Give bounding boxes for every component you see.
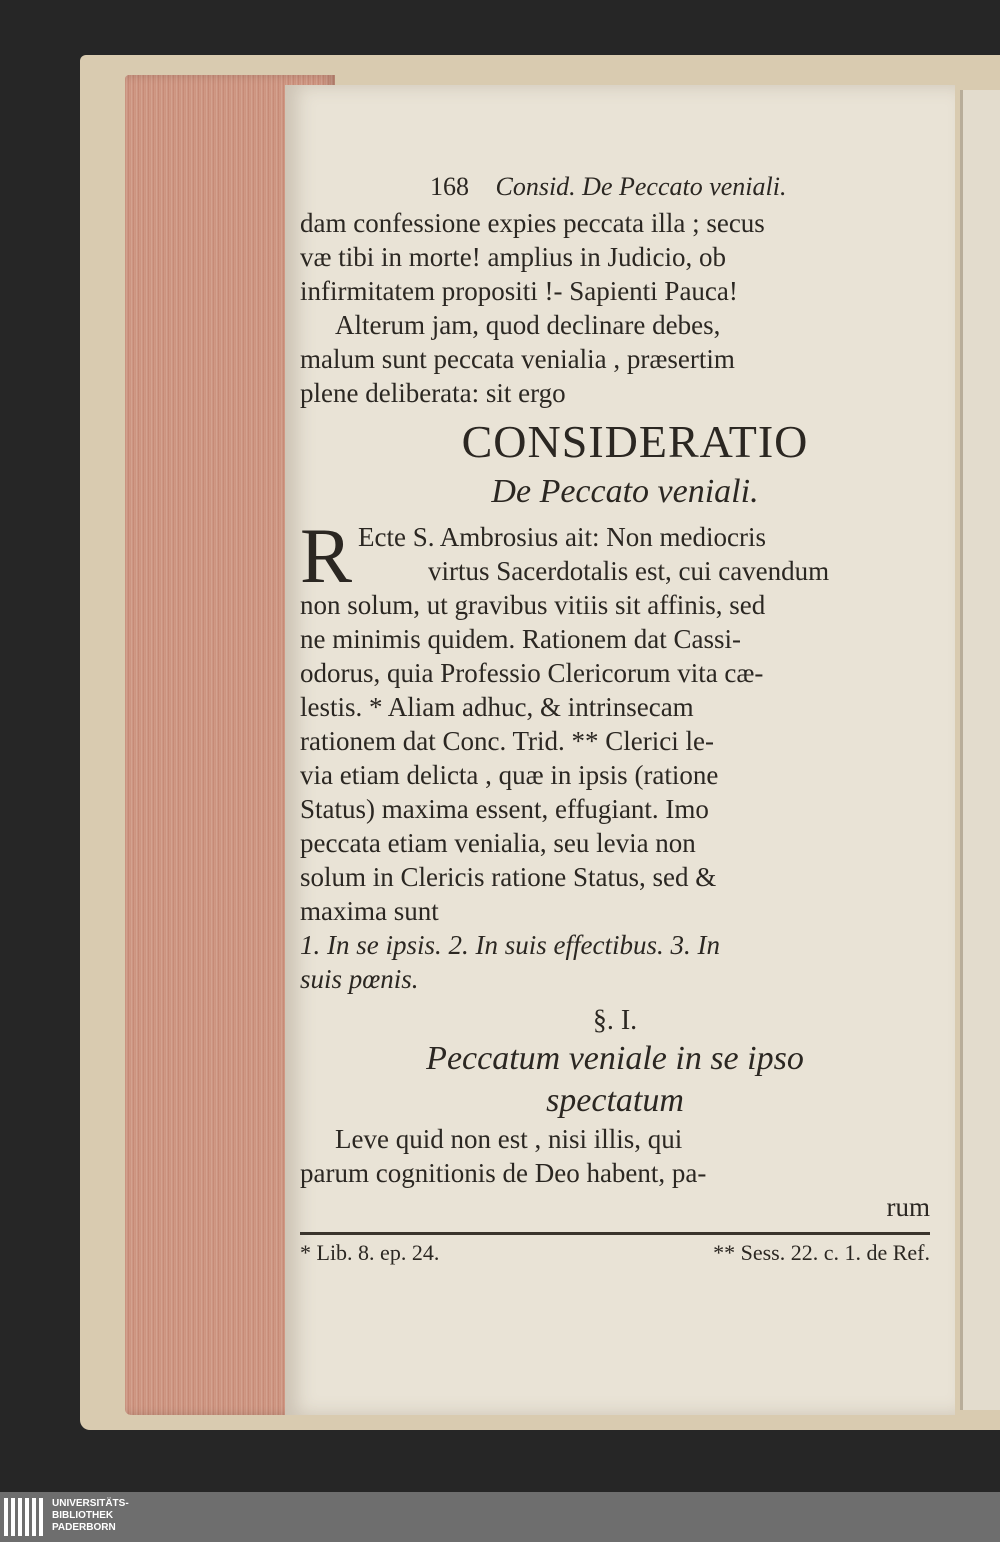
text-line: non solum, ut gravibus vitiis sit affinis, sed xyxy=(300,590,766,620)
text-line: solum in Clericis ratione Status, sed & xyxy=(300,862,717,892)
footnote-left: * Lib. 8. ep. 24. xyxy=(300,1240,440,1265)
logo-line: UNIVERSITÄTS- xyxy=(52,1498,129,1509)
library-logo-text xyxy=(52,1498,129,1534)
text-line: malum sunt peccata venialia , præsertim xyxy=(300,344,735,374)
library-logo-icon xyxy=(4,1498,44,1536)
text-line: Alterum jam, quod declinare debes, xyxy=(335,310,721,340)
text-line: ne minimis quidem. Rationem dat Cassi- xyxy=(300,624,741,654)
text-line: parum cognitionis de Deo habent, pa- xyxy=(300,1158,707,1188)
page-text xyxy=(300,170,930,1267)
enumeration-line: 1. In se ipsis. 2. In suis effectibus. 3. In xyxy=(300,930,720,960)
text-line: lestis. * Aliam adhuc, & intrinsecam xyxy=(300,692,694,722)
text-line: odorus, quia Professio Clericorum vita cæ- xyxy=(300,658,764,688)
page-number: 168 xyxy=(430,172,469,201)
chapter-subheading: De Peccato veniali. xyxy=(491,473,759,510)
section-title: Peccatum veniale in se ipso xyxy=(426,1040,804,1077)
logo-line: PADERBORN xyxy=(52,1522,116,1533)
footer-bar xyxy=(0,1492,1000,1542)
text-line: plene deliberata: sit ergo xyxy=(300,378,566,408)
chapter-heading: CONSIDERATIO xyxy=(461,416,809,467)
text-line: maxima sunt xyxy=(300,896,439,926)
drop-cap: R xyxy=(300,512,353,599)
text-line: dam confessione expies peccata illa ; secus xyxy=(300,208,765,238)
text-line: rationem dat Conc. Trid. ** Clerici le- xyxy=(300,726,714,756)
section-number: §. I. xyxy=(592,1005,638,1036)
enumeration-line: suis pœnis. xyxy=(300,964,419,994)
section-title: spectatum xyxy=(546,1082,684,1119)
running-head xyxy=(300,170,930,204)
text-line: virtus Sacerdotalis est, cui cavendum xyxy=(428,556,830,586)
footnote-right: ** Sess. 22. c. 1. de Ref. xyxy=(713,1240,930,1265)
text-line: Ecte S. Ambrosius ait: Non mediocris xyxy=(358,522,766,552)
text-line: væ tibi in morte! amplius in Judicio, ob xyxy=(300,242,726,272)
footnote xyxy=(300,1239,930,1267)
next-page-edge xyxy=(960,90,1000,1410)
text-line: Leve quid non est , nisi illis, qui xyxy=(335,1124,683,1154)
running-title: Consid. De Peccato veniali. xyxy=(495,172,787,201)
text-line: peccata etiam venialia, seu levia non xyxy=(300,828,696,858)
catchword: rum xyxy=(886,1192,930,1222)
text-line: via etiam delicta , quæ in ipsis (ratione xyxy=(300,760,719,790)
footnote-rule xyxy=(300,1232,930,1235)
text-line: Status) maxima essent, effugiant. Imo xyxy=(300,794,709,824)
main-paragraph xyxy=(300,512,930,928)
text-line: infirmitatem propositi !- Sapienti Pauca! xyxy=(300,276,738,306)
logo-line: BIBLIOTHEK xyxy=(52,1510,114,1521)
